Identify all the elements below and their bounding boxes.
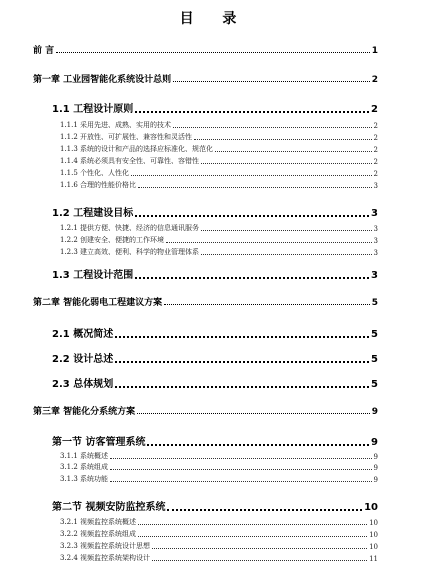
toc-entry[interactable] xyxy=(60,120,378,130)
toc-entry[interactable] xyxy=(33,295,378,308)
toc-entry-label: 第一节 访客管理系统 xyxy=(52,437,146,448)
dot-leader xyxy=(115,361,369,363)
toc-entry-label: 1.2 工程建设目标 xyxy=(52,208,134,219)
dot-leader xyxy=(194,139,371,140)
toc-entry[interactable] xyxy=(60,517,378,527)
toc-page-number: 11 xyxy=(369,555,378,563)
toc-page-number: 2 xyxy=(373,158,378,166)
toc-page-number: 3 xyxy=(371,270,378,281)
toc-entry-label: 3.2.4 视频监控系统架构设计 xyxy=(60,554,151,562)
dot-leader xyxy=(135,215,369,217)
dot-leader xyxy=(201,230,371,231)
dot-leader xyxy=(138,536,367,537)
toc-page-number: 10 xyxy=(369,543,378,551)
toc-entry-label: 1.3 工程设计范围 xyxy=(52,270,134,281)
toc-page-number: 5 xyxy=(371,298,378,308)
dot-leader xyxy=(164,304,370,305)
dot-leader xyxy=(147,444,369,446)
toc-entry-label: 2.3 总体规划 xyxy=(52,379,114,390)
toc-entry[interactable] xyxy=(33,72,378,85)
toc-page-number: 9 xyxy=(373,453,378,461)
toc-page-number: 9 xyxy=(373,464,378,472)
dot-leader xyxy=(201,254,371,255)
toc-page-number: 2 xyxy=(373,170,378,178)
toc-entry[interactable] xyxy=(60,247,378,257)
dot-leader xyxy=(152,548,367,549)
toc-entry-label: 3.1.1 系统概述 xyxy=(60,452,109,460)
toc-page-number: 3 xyxy=(373,237,378,245)
toc-page-number: 3 xyxy=(373,249,378,257)
dot-leader xyxy=(110,481,371,482)
toc-entry[interactable] xyxy=(60,235,378,245)
toc-entry[interactable] xyxy=(52,350,378,365)
toc-entry[interactable] xyxy=(33,404,378,417)
dot-leader xyxy=(138,524,367,525)
toc-entry-label: 1.2.2 创建安全、便捷的工作环境 xyxy=(60,236,165,244)
toc-entry[interactable] xyxy=(60,529,378,539)
toc-entry[interactable] xyxy=(52,266,378,281)
dot-leader xyxy=(215,151,371,152)
toc-entry-label: 前 言 xyxy=(33,46,55,56)
toc-page-number: 3 xyxy=(373,182,378,190)
toc-entry[interactable] xyxy=(60,223,378,233)
dot-leader xyxy=(115,386,369,388)
toc-entry-label: 1.1.5 个性化、人性化 xyxy=(60,169,130,177)
toc-entry-label: 第二节 视频安防监控系统 xyxy=(52,502,166,513)
dot-leader xyxy=(56,52,370,53)
toc-entry[interactable] xyxy=(60,451,378,461)
toc-page-number: 2 xyxy=(373,134,378,142)
toc-entry-label: 2.1 概况简述 xyxy=(52,329,114,340)
toc-entry-label: 3.2.3 视频监控系统设计思想 xyxy=(60,542,151,550)
toc-entry[interactable] xyxy=(52,325,378,340)
toc-page-number: 5 xyxy=(371,379,378,390)
toc-page-number: 5 xyxy=(371,354,378,365)
toc-entry-label: 1.1 工程设计原则 xyxy=(52,104,134,115)
dot-leader xyxy=(110,458,371,459)
toc-entry[interactable] xyxy=(60,541,378,551)
toc-page-number: 9 xyxy=(373,476,378,484)
toc-page-number: 3 xyxy=(373,225,378,233)
toc-page-number: 10 xyxy=(364,502,378,513)
toc-page-number: 9 xyxy=(371,407,378,417)
toc-entry[interactable] xyxy=(60,474,378,484)
toc-page-number: 5 xyxy=(371,329,378,340)
toc-entry[interactable] xyxy=(60,156,378,166)
dot-leader xyxy=(138,187,371,188)
toc-page-number: 2 xyxy=(371,104,378,115)
toc-page-number: 2 xyxy=(373,146,378,154)
toc-entry-label: 1.1.1 采用先进、成熟、实用的技术 xyxy=(60,121,172,129)
dot-leader xyxy=(201,163,371,164)
toc-entry[interactable] xyxy=(33,43,378,56)
toc-entry[interactable] xyxy=(52,100,378,115)
toc-entry[interactable] xyxy=(52,498,378,513)
toc-entry-label: 3.2.1 视频监控系统概述 xyxy=(60,518,137,526)
toc-page-number: 10 xyxy=(369,531,378,539)
dot-leader xyxy=(166,242,371,243)
toc-entry-label: 1.2.1 提供方便、快捷、经济的信息通讯服务 xyxy=(60,224,200,232)
toc-entry-label: 第三章 智能化分系统方案 xyxy=(33,407,136,417)
toc-entry-label: 1.1.3 系统的设计和产品的选择应标准化、规范化 xyxy=(60,145,214,153)
toc-entry[interactable] xyxy=(60,180,378,190)
dot-leader xyxy=(173,127,371,128)
toc-entry-label: 第一章 工业园智能化系统设计总则 xyxy=(33,75,172,85)
toc-entry-label: 1.1.4 系统必须具有安全性、可靠性、容错性 xyxy=(60,157,200,165)
dot-leader xyxy=(173,81,370,82)
toc-entry-label: 1.2.3 建立高效、便利、科学的物业管理体系 xyxy=(60,248,200,256)
dot-leader xyxy=(137,413,370,414)
toc-page-number: 2 xyxy=(373,122,378,130)
dot-leader xyxy=(115,336,369,338)
toc-entry[interactable] xyxy=(52,433,378,448)
toc-page-number: 2 xyxy=(371,75,378,85)
toc-page-number: 10 xyxy=(369,519,378,527)
dot-leader xyxy=(135,111,369,113)
toc-entry[interactable] xyxy=(60,168,378,178)
dot-leader xyxy=(110,469,371,470)
toc-entry[interactable] xyxy=(60,132,378,142)
toc-entry-label: 1.1.2 开放性、可扩展性、兼容性和灵活性 xyxy=(60,133,193,141)
toc-title: 目 录 xyxy=(179,11,249,27)
toc-entry-label: 3.2.2 视频监控系统组成 xyxy=(60,530,137,538)
dot-leader xyxy=(131,175,371,176)
toc-entry[interactable] xyxy=(60,462,378,472)
toc-entry-label: 2.2 设计总述 xyxy=(52,354,114,365)
dot-leader xyxy=(135,277,369,279)
toc-entry-label: 3.1.3 系统功能 xyxy=(60,475,109,483)
toc-page-number: 9 xyxy=(371,437,378,448)
toc-entry-label: 第二章 智能化弱电工程建议方案 xyxy=(33,298,163,308)
dot-leader xyxy=(167,509,362,511)
toc-page-number: 3 xyxy=(371,208,378,219)
toc-entry[interactable] xyxy=(52,375,378,390)
toc-entry[interactable] xyxy=(60,553,378,563)
toc-page-number: 1 xyxy=(371,46,378,56)
toc-entry-label: 1.1.6 合理的性能价格比 xyxy=(60,181,137,189)
toc-entry[interactable] xyxy=(52,204,378,219)
toc-entry-label: 3.1.2 系统组成 xyxy=(60,463,109,471)
dot-leader xyxy=(152,560,367,561)
toc-entry[interactable] xyxy=(60,144,378,154)
